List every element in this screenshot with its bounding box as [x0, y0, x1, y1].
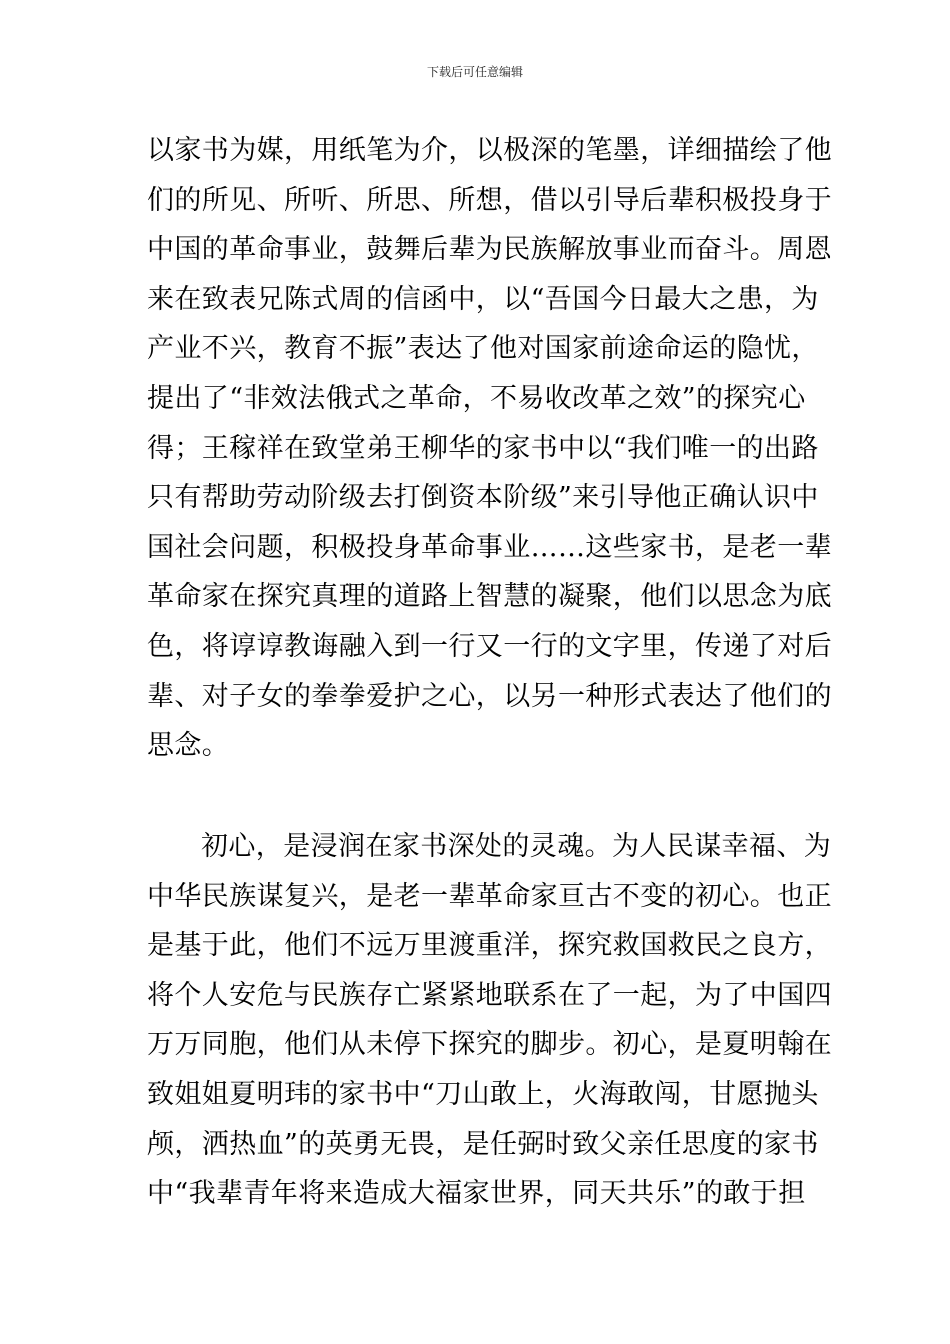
text-line: 们的所见、所听、所思、所想，借以引导后辈积极投身于 — [147, 184, 832, 216]
page-header: 下载后可任意编辑 — [426, 65, 523, 79]
text-line: 将个人安危与民族存亡紧紧地联系在了一起，为了中国四 — [147, 979, 832, 1011]
text-line: 以家书为媒，用纸笔为介，以极深的笔墨，详细描绘了他 — [147, 135, 832, 166]
text-line: 来在致表兄陈式周的信函中，以“吾国今日最大之患，为 — [147, 283, 819, 315]
paragraph-1 — [147, 126, 832, 771]
text-line: 革命家在探究真理的道路上智慧的凝聚，他们以思念为底 — [147, 581, 832, 613]
text-line: 只有帮助劳动阶级去打倒资本阶级”来引导他正确认识中 — [147, 482, 819, 514]
text-line: 中国的革命事业，鼓舞后辈为民族解放事业而奋斗。周恩 — [147, 234, 832, 266]
text-line: 产业不兴，教育不振”表达了他对国家前途命运的隐忧， — [147, 333, 819, 365]
text-line: 思念。 — [147, 730, 230, 762]
text-line: 辈、对子女的拳拳爱护之心，以另一种形式表达了他们的 — [147, 680, 832, 712]
text-line: 中华民族谋复兴，是老一辈革命家亘古不变的初心。也正 — [147, 880, 832, 912]
text-line: 提出了“非效法俄式之革命，不易收改革之效”的探究心 — [147, 382, 806, 414]
text-line: 初心，是浸润在家书深处的灵魂。为人民谋幸福、为 — [201, 831, 832, 862]
text-line: 万万同胞，他们从未停下探究的脚步。初心，是夏明翰在 — [147, 1029, 832, 1061]
text-line: 致姐姐夏明玮的家书中“刀山敢上，火海敢闯，甘愿抛头 — [147, 1078, 819, 1110]
text-line: 是基于此，他们不远万里渡重洋，探究救国救民之良方， — [147, 930, 832, 962]
text-line: 色，将谆谆教诲融入到一行又一行的文字里，传递了对后 — [147, 630, 832, 662]
text-line: 国社会问题，积极投身革命事业……这些家书，是老一辈 — [147, 531, 832, 563]
text-line: 得；王稼祥在致堂弟王柳华的家书中以“我们唯一的出路 — [147, 432, 819, 464]
paragraph-2 — [147, 822, 832, 1219]
text-line: 中“我辈青年将来造成大福家世界，同天共乐”的敢于担 — [147, 1178, 806, 1210]
text-line: 颅，洒热血”的英勇无畏，是任弼时致父亲任思度的家书 — [147, 1128, 819, 1160]
